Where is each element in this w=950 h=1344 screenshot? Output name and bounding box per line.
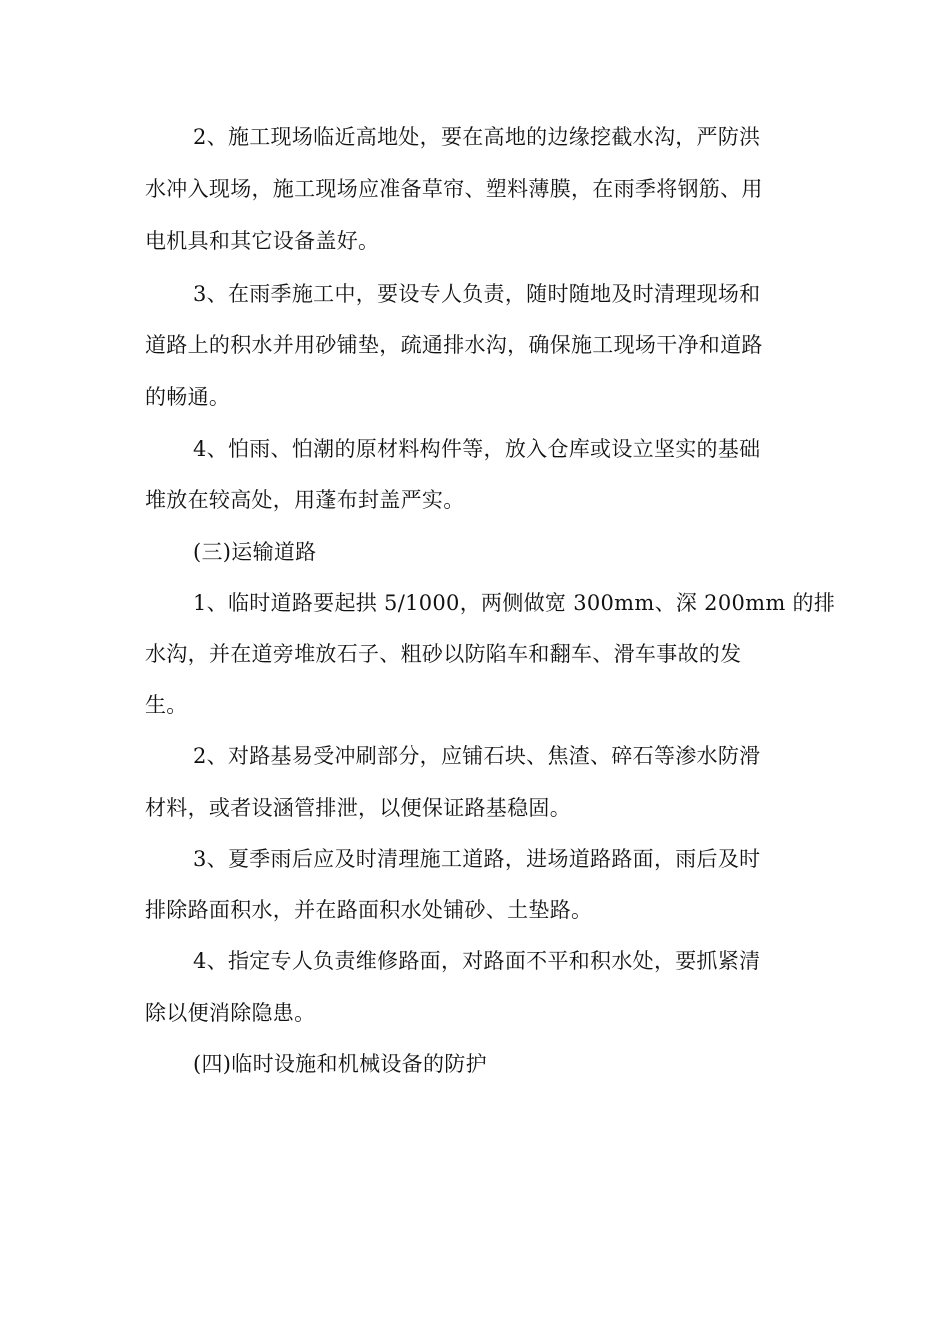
road-item-3-line-2: 排除路面积水，并在路面积水处铺砂、土垫路。 (145, 898, 593, 922)
road-item-2-line-1: 2、对路基易受冲刷部分，应铺石块、焦渣、碎石等渗水防滑 (193, 744, 761, 768)
section-heading-temporary-facilities: (四)临时设施和机械设备的防护 (193, 1052, 487, 1076)
paragraph-3-line-3: 的畅通。 (145, 385, 231, 409)
road-item-2-line-2: 材料，或者设涵管排泄，以便保证路基稳固。 (145, 796, 571, 820)
section-heading-transport-roads: (三)运输道路 (193, 540, 317, 564)
paragraph-3-line-2: 道路上的积水并用砂铺垫，疏通排水沟，确保施工现场干净和道路 (145, 333, 763, 357)
road-item-4-line-2: 除以便消除隐患。 (145, 1001, 316, 1025)
paragraph-3-line-1: 3、在雨季施工中，要设专人负责，随时随地及时清理现场和 (193, 282, 761, 306)
road-item-1-line-2: 水沟，并在道旁堆放石子、粗砂以防陷车和翻车、滑车事故的发 (145, 642, 742, 666)
paragraph-2-line-1: 2、施工现场临近高地处，要在高地的边缘挖截水沟，严防洪 (193, 125, 761, 149)
paragraph-4-line-2: 堆放在较高处，用蓬布封盖严实。 (145, 488, 465, 512)
paragraph-4-line-1: 4、怕雨、怕潮的原材料构件等，放入仓库或设立坚实的基础 (193, 437, 761, 461)
road-item-1-line-3: 生。 (145, 693, 188, 717)
paragraph-2-line-3: 电机具和其它设备盖好。 (145, 229, 380, 253)
road-item-4-line-1: 4、指定专人负责维修路面，对路面不平和积水处，要抓紧清 (193, 949, 761, 973)
road-item-1-line-1: 1、临时道路要起拱 5/1000，两侧做宽 300mm、深 200mm 的排 (193, 591, 836, 615)
road-item-3-line-1: 3、夏季雨后应及时清理施工道路，进场道路路面，雨后及时 (193, 847, 761, 871)
paragraph-2-line-2: 水冲入现场，施工现场应准备草帘、塑料薄膜，在雨季将钢筋、用 (145, 177, 763, 201)
